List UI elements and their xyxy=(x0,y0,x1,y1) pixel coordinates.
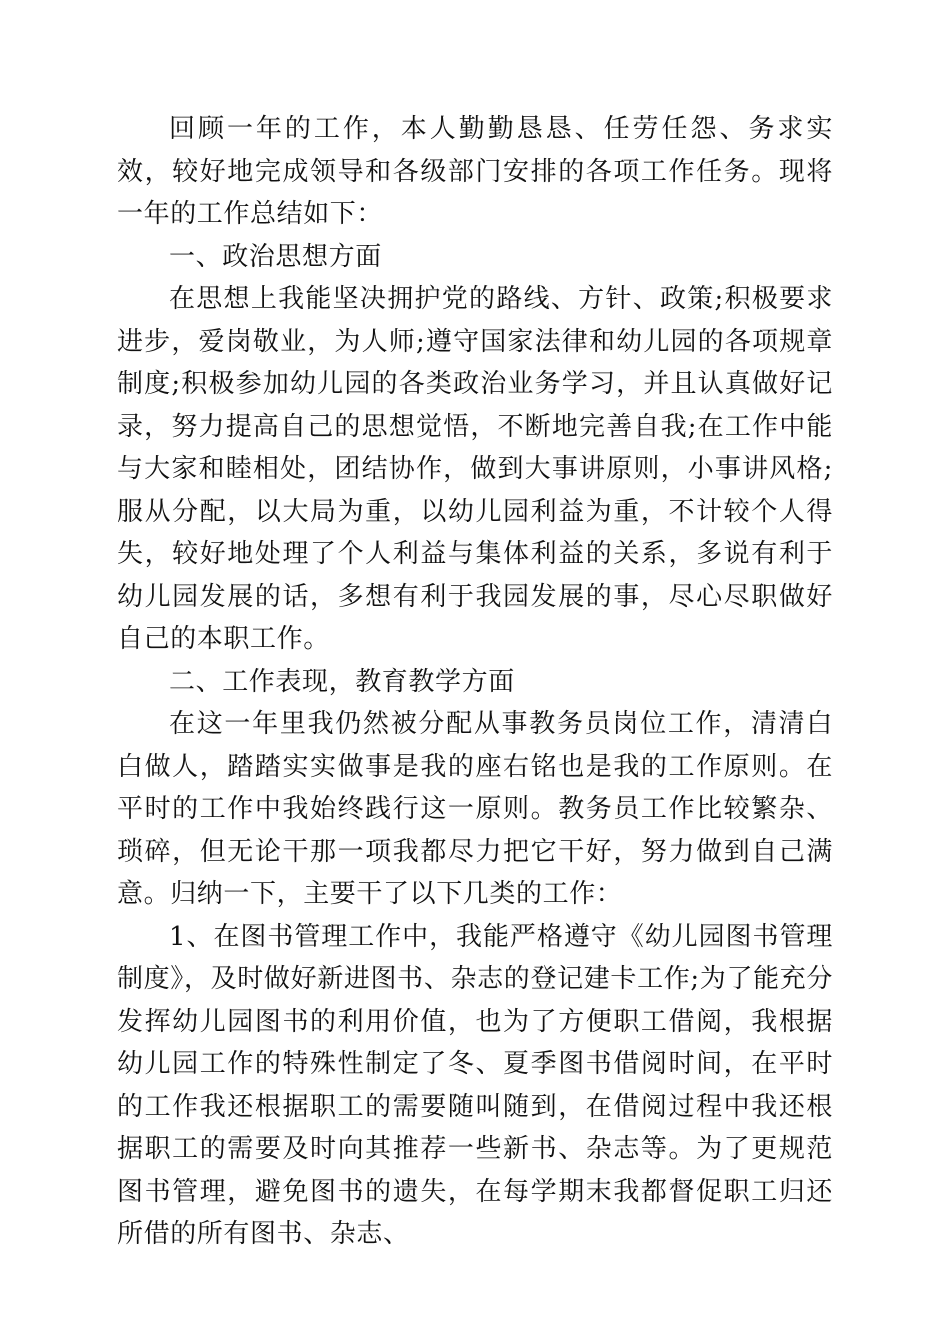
document-body xyxy=(117,108,833,1256)
political-paragraph: 在思想上我能坚决拥护党的路线、方针、政策;积极要求进步，爱岗敬业，为人师;遵守国家法律和幼儿园的各项规章制度;积极参加幼儿园的各类政治业务学习，并且认真做好记录，努力提高自己的思想觉悟，不断地完善自我;在工作中能与大家和睦相处，团结协作，做到大事讲原则，小事讲风格;服从分配，以大局为重，以幼儿园利益为重，不计较个人得失，较好地处理了个人利益与集体利益的关系，多说有利于幼儿园发展的话，多想有利于我园发展的事，尽心尽职做好自己的本职工作。 xyxy=(117,284,833,654)
intro-paragraph: 回顾一年的工作，本人勤勤恳恳、任劳任怨、务求实效，较好地完成领导和各级部门安排的各项工作任务。现将一年的工作总结如下： xyxy=(117,114,833,229)
library-paragraph: 1、在图书管理工作中，我能严格遵守《幼儿园图书管理制度》，及时做好新进图书、杂志的登记建卡工作;为了能充分发挥幼儿园图书的利用价值，也为了方便职工借阅，我根据幼儿园工作的特殊性制定了冬、夏季图书借阅时间，在平时的工作我还根据职工的需要随叫随到，在借阅过程中我还根据职工的需要及时向其推荐一些新书、杂志等。为了更规范图书管理，避免图书的遗失，在每学期末我都督促职工归还所借的所有图书、杂志、 xyxy=(117,921,833,1249)
section-heading-work: 二、工作表现，教育教学方面 xyxy=(169,666,515,697)
section-heading-political: 一、政治思想方面 xyxy=(169,241,382,272)
work-paragraph: 在这一年里我仍然被分配从事教务员岗位工作，清清白白做人，踏踏实实做事是我的座右铭也是我的工作原则。在平时的工作中我始终践行这一原则。教务员工作比较繁杂、琐碎，但无论干那一项我都尽力把它干好，努力做到自己满意。归纳一下，主要干了以下几类的工作： xyxy=(117,709,833,909)
